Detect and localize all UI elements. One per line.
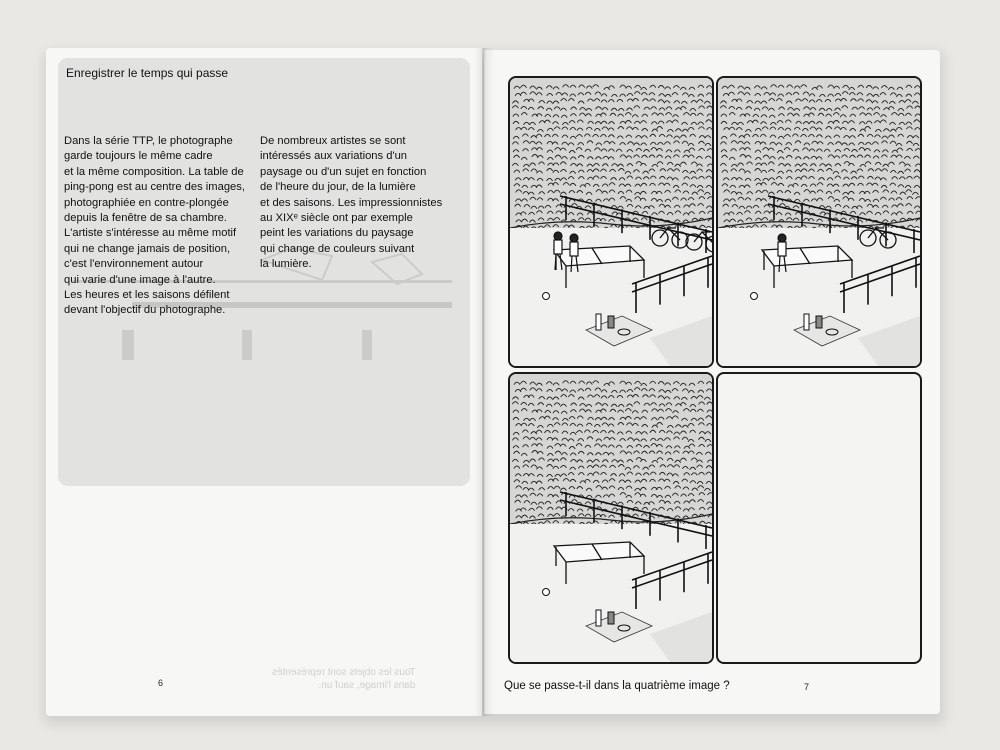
text-line: qui change de couleurs suivant — [260, 242, 415, 255]
comic-panel-1 — [508, 76, 714, 368]
ping-pong-scene — [510, 78, 712, 366]
question-text: Que se passe-t-il dans la quatrième image ? — [504, 680, 730, 692]
booklet-gutter — [474, 48, 494, 716]
text-line: De nombreux artistes se sont — [260, 135, 406, 147]
text-line: Dans la série TTP, le photographe — [64, 135, 233, 147]
text-line: intéressés aux variations d'un — [260, 150, 408, 163]
comic-panel-3 — [508, 372, 714, 664]
text-line: depuis la fenêtre de sa chambre. — [64, 212, 227, 225]
page-number-left: 6 — [158, 678, 164, 688]
bleed-line: Tous les objets sont représentés — [272, 667, 416, 678]
text-line: et la même composition. La table de — [64, 165, 244, 178]
text-line: Les heures et les saisons défilent — [64, 289, 230, 302]
text-line: et des saisons. Les impressionnistes — [260, 196, 443, 209]
text-column-1 — [64, 134, 260, 319]
ping-pong-scene — [718, 78, 920, 366]
text-line: photographiée en contre-plongée — [64, 196, 229, 209]
text-line: qui ne change jamais de position, — [64, 242, 231, 255]
text-line: de l'heure du jour, de la lumière — [260, 181, 416, 194]
text-line: c'est l'environnement autour — [64, 258, 204, 271]
text-line: peint les variations du paysage — [260, 227, 414, 240]
show-through-text — [272, 666, 415, 692]
comic-panel-4-empty — [716, 372, 922, 664]
text-line: L'artiste s'intéresse au même motif — [64, 227, 237, 240]
text-line: ping-pong est au centre des images, — [64, 181, 245, 194]
text-line: devant l'objectif du photographe. — [64, 304, 226, 317]
comic-panel-2 — [716, 76, 922, 368]
ping-pong-scene — [510, 374, 712, 662]
text-line: paysage ou d'un sujet en fonction — [260, 165, 427, 178]
page-heading: Enregistrer le temps qui passe — [66, 66, 229, 80]
page-number-right: 7 — [804, 682, 810, 692]
text-line: garde toujours le même cadre — [64, 150, 213, 163]
text-line: au XIXᵉ siècle ont par exemple — [260, 212, 413, 225]
text-line: la lumière. — [260, 258, 312, 271]
text-column-2 — [260, 134, 470, 273]
text-line: qui varie d'une image à l'autre. — [64, 273, 216, 286]
bleed-line: dans l'image, sauf un. — [318, 680, 416, 691]
